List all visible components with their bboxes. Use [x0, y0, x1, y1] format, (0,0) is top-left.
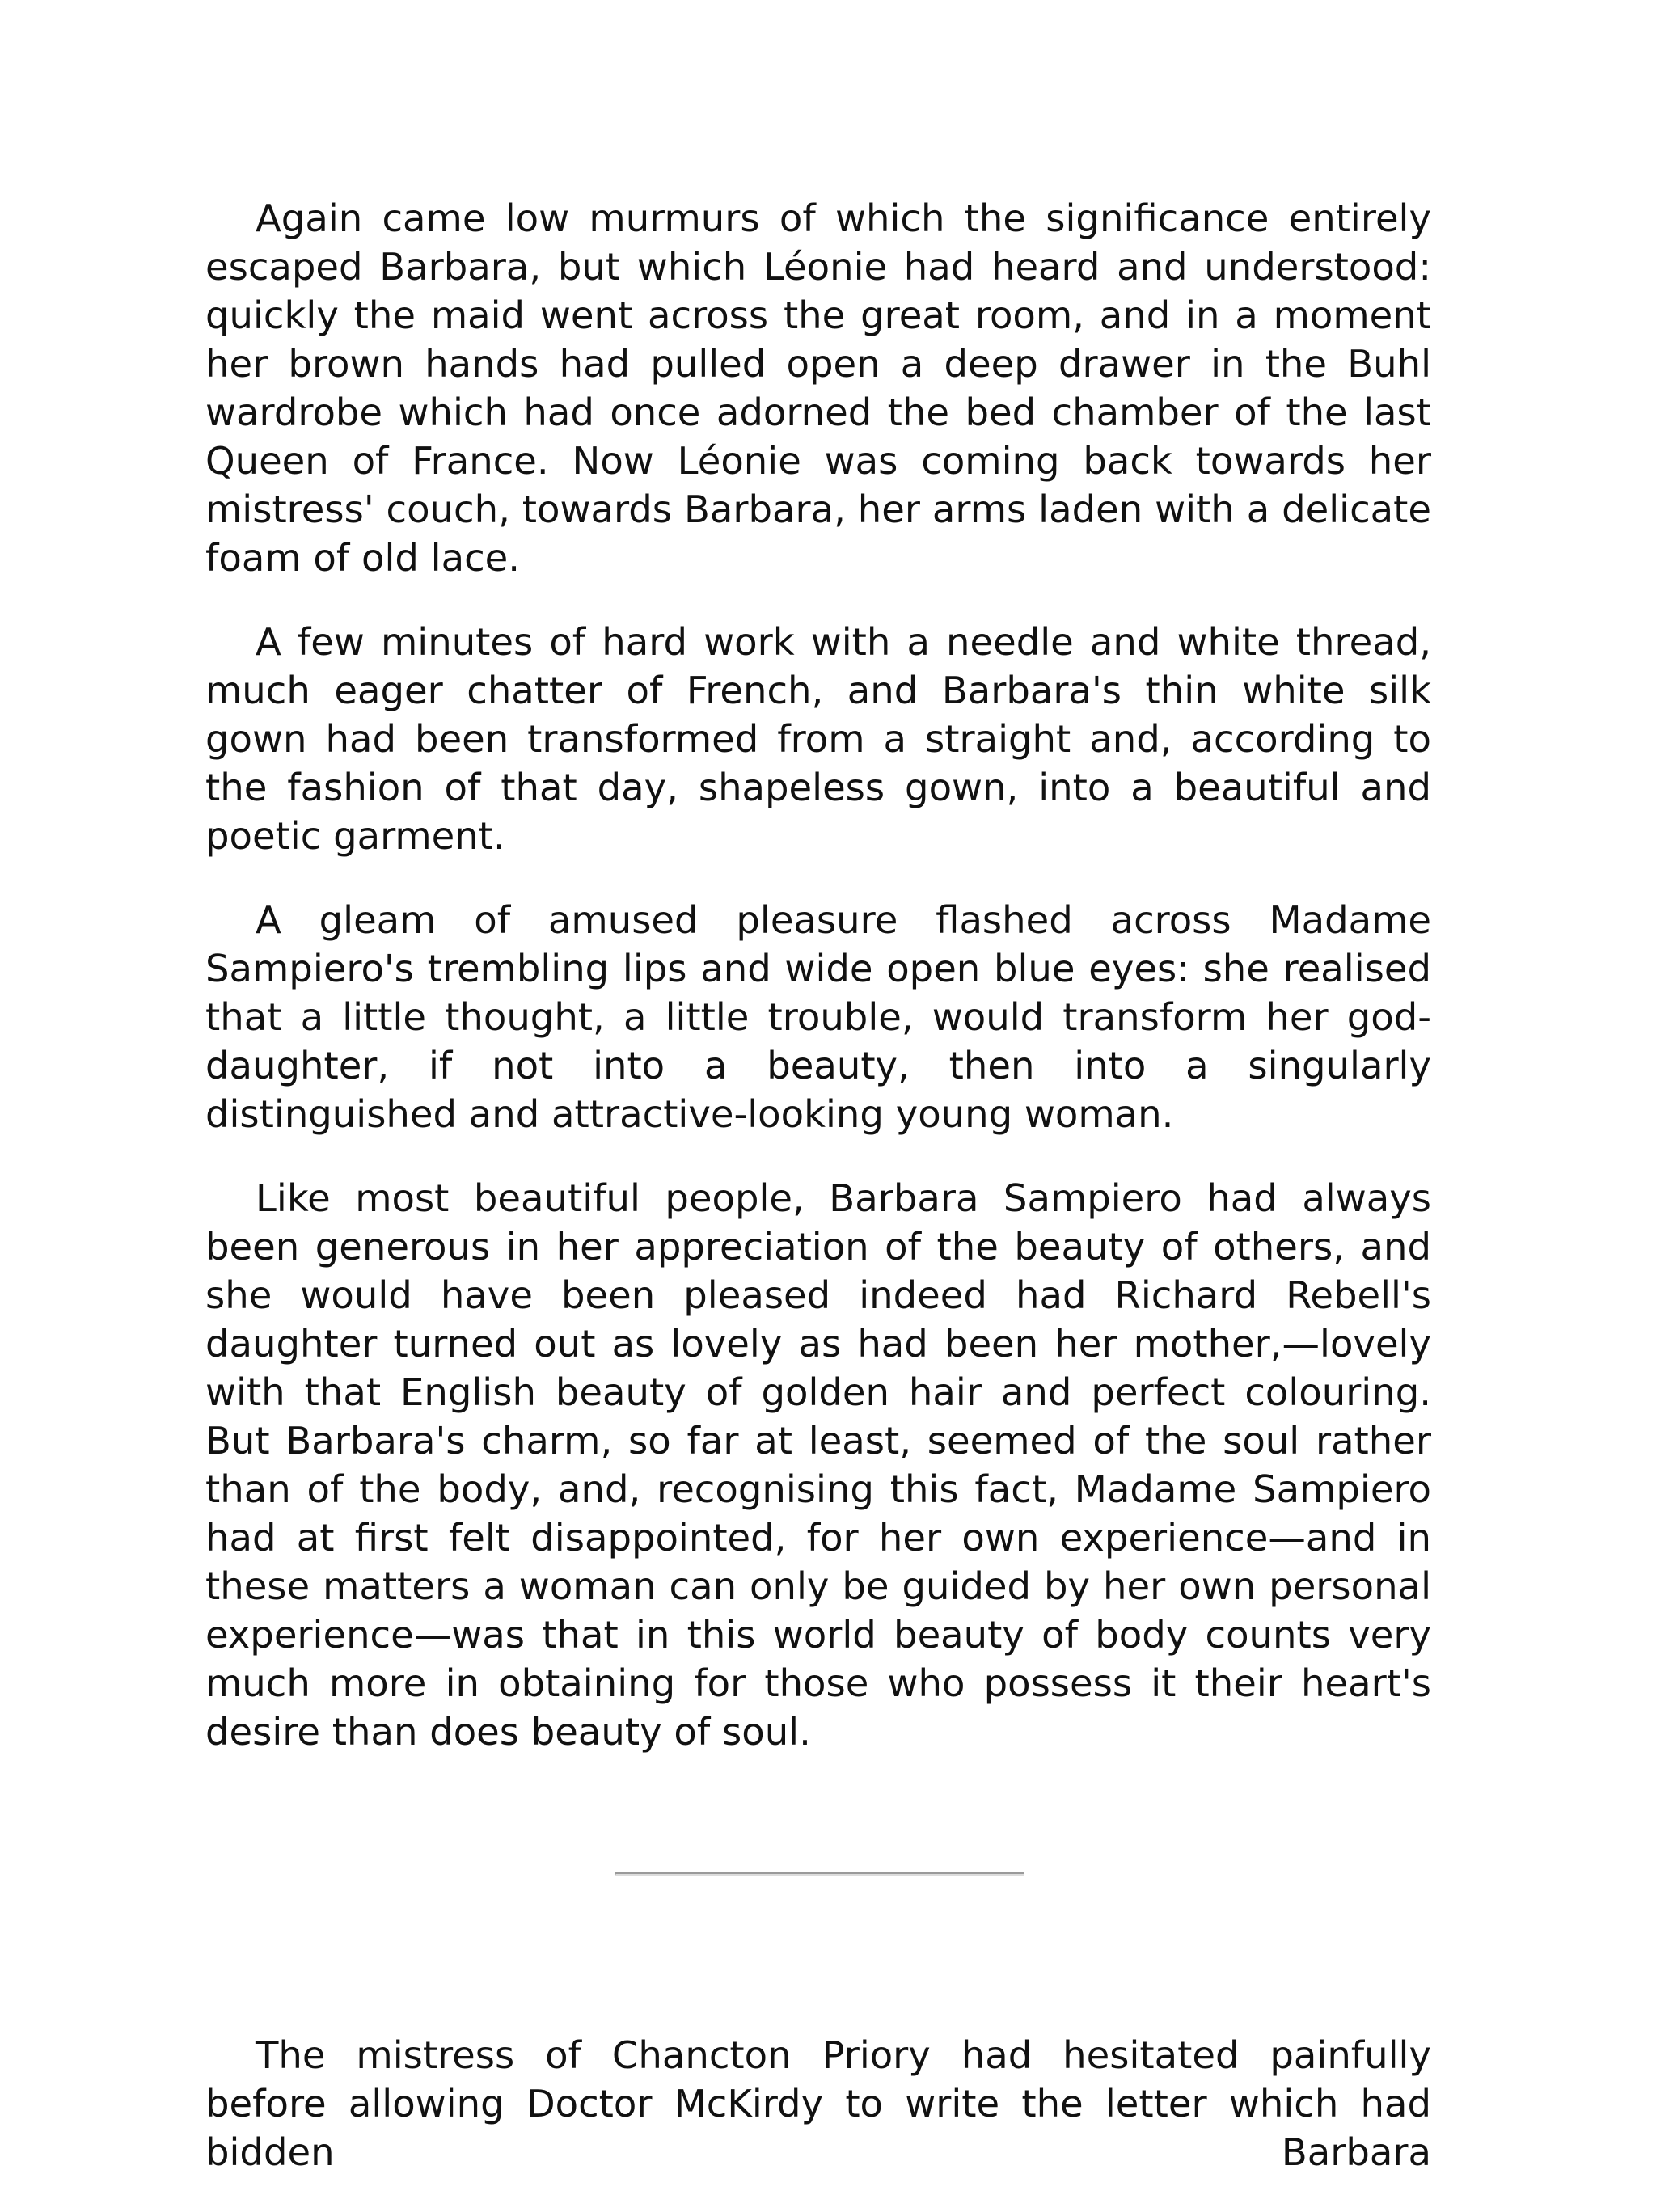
paragraph: Like most beautiful people, Barbara Sampiero had always been generous in her appreciation of the beauty of others, and she would have been pleased indeed had Richard Rebell's daughter turned out as lovely as had been her mother,—lovely with that English beauty of golden hair and perfect colouring. But Barbara's charm, so far at least, seemed of the soul rather than of the body, and, recognising this fact, Madame Sampiero had at first felt disappointed, for her own experience—and in these matters a woman can only be guided by her own personal experience—was that in this world beauty of body counts very much more in obtaining for those who possess it their heart's desire than does beauty of soul. — [205, 1176, 1431, 1754]
paragraph-truncated: The mistress of Chancton Priory had hesitated painfully before allowing Doctor McKirdy to write the letter which had bidden Barbara — [205, 2033, 1431, 2174]
horizontal-rule — [615, 1872, 1024, 1876]
document-page — [205, 194, 1431, 2212]
paragraph: A few minutes of hard work with a needle and white thread, much eager chatter of French, and Barbara's thin white silk gown had been transformed from a straight and, according to the fashion of that day, shapeless gown, into a beautiful and poetic garment. — [205, 620, 1431, 858]
section-break — [205, 1792, 1431, 2031]
paragraph: A gleam of amused pleasure flashed across Madame Sampiero's trembling lips and wide open blue eyes: she realised that a little thought, a little trouble, would transform her god-daughter, if not into a beauty, then into a singularly distinguished and attractive-looking young woman. — [205, 898, 1431, 1136]
paragraph: Again came low murmurs of which the significance entirely escaped Barbara, but which Léonie had heard and understood: quickly the maid went across the great room, and in a moment her brown hands had pulled open a deep drawer in the Buhl wardrobe which had once adorned the bed chamber of the last Queen of France. Now Léonie was coming back towards her mistress' couch, towards Barbara, her arms laden with a delicate foam of old lace. — [205, 196, 1431, 580]
